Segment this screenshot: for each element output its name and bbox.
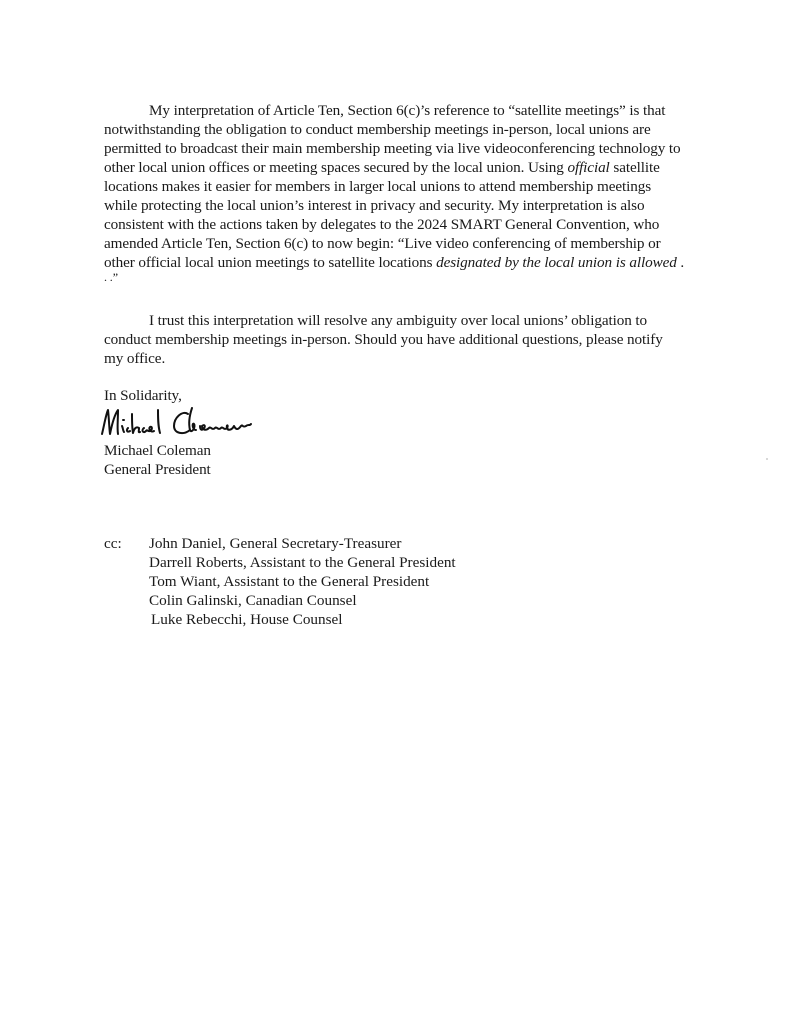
cc-recipient: Darrell Roberts, Assistant to the General President xyxy=(149,554,456,571)
paragraph-line: My interpretation of Article Ten, Section 6(c)’s reference to “satellite meetings” is that xyxy=(149,102,666,119)
cc-recipient: Tom Wiant, Assistant to the General President xyxy=(149,573,430,590)
paragraph-line: consistent with the actions taken by delegates to the 2024 SMART General Convention, who xyxy=(104,216,660,233)
cc-recipient: Luke Rebecchi, House Counsel xyxy=(151,611,343,628)
signature-image xyxy=(96,404,286,440)
text-run: . xyxy=(676,254,685,271)
emphasis-quote: designated by the local union is allowed xyxy=(436,254,677,271)
scan-speck xyxy=(766,458,768,460)
paragraph-line: I trust this interpretation will resolve any ambiguity over local unions’ obligation to xyxy=(149,312,648,329)
paragraph-line: conduct membership meetings in-person. Should you have additional questions, please notify xyxy=(104,331,663,348)
paragraph-line: permitted to broadcast their main membership meeting via live videoconferencing technology to xyxy=(104,140,681,157)
paragraph-line: . .” xyxy=(104,270,118,284)
paragraph-line: locations makes it easier for members in larger local unions to attend membership meetings xyxy=(104,178,652,195)
text-run: other official local union meetings to satellite locations xyxy=(104,254,437,271)
cc-recipient: Colin Galinski, Canadian Counsel xyxy=(149,592,357,609)
signer-title: General President xyxy=(104,461,211,478)
paragraph-line: amended Article Ten, Section 6(c) to now begin: “Live video conferencing of membership or xyxy=(104,235,661,252)
emphasis-official: official xyxy=(567,159,610,176)
text-run: other local union offices or meeting spaces secured by the local union. Using xyxy=(104,159,568,176)
cc-recipient: John Daniel, General Secretary-Treasurer xyxy=(149,535,402,552)
paragraph-line: while protecting the local union’s interest in privacy and security. My interpretation is also xyxy=(104,197,645,214)
paragraph-line xyxy=(104,158,660,177)
paragraph-line: my office. xyxy=(104,350,166,367)
signer-name: Michael Coleman xyxy=(104,442,211,459)
cc-label: cc: xyxy=(104,535,122,552)
paragraph-line xyxy=(104,253,684,272)
closing-salutation: In Solidarity, xyxy=(104,387,182,404)
paragraph-line: notwithstanding the obligation to conduct membership meetings in-person, local unions are xyxy=(104,121,651,138)
text-run: satellite xyxy=(609,159,660,176)
